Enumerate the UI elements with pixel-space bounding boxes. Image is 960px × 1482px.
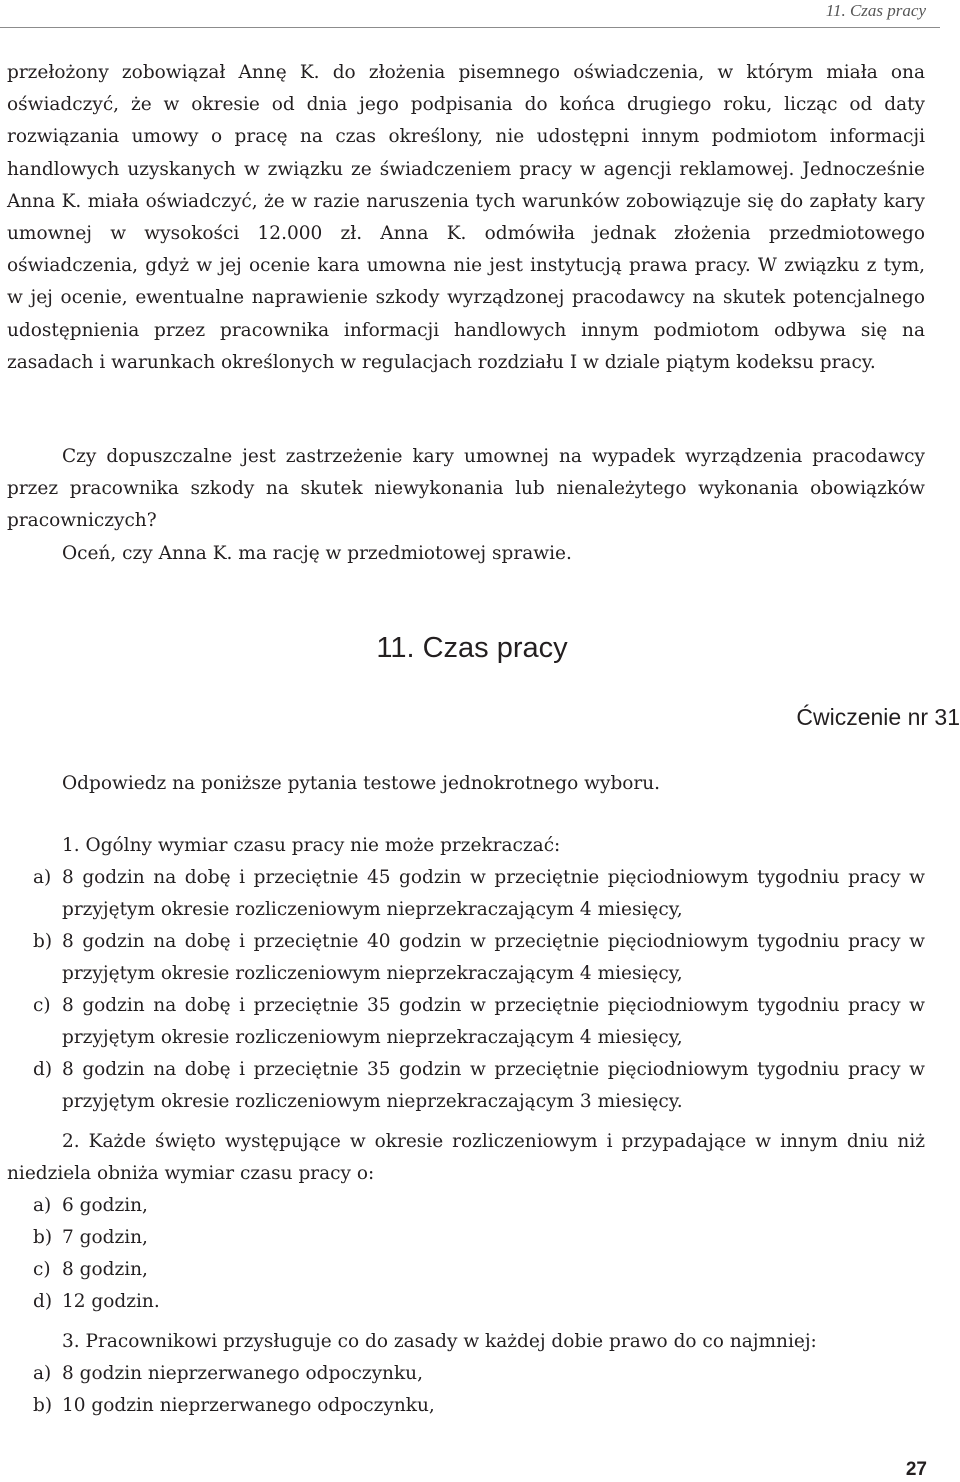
question-1-option-d bbox=[7, 1054, 925, 1118]
option-text: 8 godzin na dobę i przeciętnie 40 godzin w przeciętnie pięciodniowym tygodniu pracy w przyjętym okresie rozliczeniowym nieprzekraczającym 4 miesięcy, bbox=[62, 931, 925, 984]
case-description bbox=[7, 57, 925, 379]
question-1-stem: 1. Ogólny wymiar czasu pracy nie może przekraczać: bbox=[62, 835, 561, 856]
option-label: a) bbox=[33, 1195, 52, 1216]
case-questions bbox=[7, 441, 925, 570]
option-label: b) bbox=[33, 931, 53, 952]
option-label: b) bbox=[33, 1395, 53, 1416]
option-label: a) bbox=[33, 867, 52, 888]
option-text: 8 godzin, bbox=[62, 1259, 148, 1280]
option-label: d) bbox=[33, 1059, 53, 1080]
question-1-option-b bbox=[7, 926, 925, 990]
option-label: c) bbox=[33, 995, 51, 1016]
question-2-option-d bbox=[7, 1286, 925, 1318]
exercise-label: Ćwiczenie nr 31 bbox=[796, 704, 960, 730]
option-text: 8 godzin na dobę i przeciętnie 35 godzin w przeciętnie pięciodniowym tygodniu pracy w przyjętym okresie rozliczeniowym nieprzekraczającym 4 miesięcy, bbox=[62, 995, 925, 1048]
question-1-option-c bbox=[7, 990, 925, 1054]
option-text: 8 godzin na dobę i przeciętnie 35 godzin w przeciętnie pięciodniowym tygodniu pracy w przyjętym okresie rozliczeniowym nieprzekraczającym 3 miesięcy. bbox=[62, 1059, 925, 1112]
option-text: 10 godzin nieprzerwanego odpoczynku, bbox=[62, 1395, 435, 1416]
case-paragraph: przełożony zobowiązał Annę K. do złożenia pisemnego oświadczenia, w którym miała ona oświadczyć, że w okresie od dnia jego podpisania do końca drugiego roku, licząc od daty rozwiązania umowy o pracę na czas określony, nie udostępni innym podmiotom informacji handlowych uzyskanych w związku ze świadczeniem pracy w agencji reklamowej. Jednocześnie Anna K. miała oświadczyć, że w razie naruszenia tych warunków zobowiązuje się do zapłaty kary umownej w wysokości 12.000 zł. Anna K. odmówiła jednak złożenia przedmiotowego oświadczenia, gdyż w jej ocenie kara umowna nie jest instytucją prawa pracy. W związku z tym, w jej ocenie, ewentualne naprawienie szkody wyrządzonej pracodawcy na skutek potencjalnego udostępnienia przez pracownika informacji handlowych innym podmiotom odbywa się na zasadach i warunkach określonych w regulacjach rozdziału I w dziale piątym kodeksu pracy. bbox=[7, 62, 925, 373]
exercise-instruction: Odpowiedz na poniższe pytania testowe jednokrotnego wyboru. bbox=[62, 773, 661, 794]
question-2-option-b bbox=[7, 1222, 925, 1254]
header-rule bbox=[0, 27, 940, 28]
question-3-stem: 3. Pracownikowi przysługuje co do zasady w każdej dobie prawo do co najmniej: bbox=[62, 1331, 817, 1352]
page-number: 27 bbox=[905, 1459, 927, 1480]
question-gap bbox=[7, 1318, 925, 1326]
option-text: 8 godzin na dobę i przeciętnie 45 godzin w przeciętnie pięciodniowym tygodniu pracy w przyjętym okresie rozliczeniowym nieprzekraczającym 4 miesięcy, bbox=[62, 867, 925, 920]
question-2-option-a bbox=[7, 1190, 925, 1222]
question-2-stem: 2. Każde święto występujące w okresie rozliczeniowym i przypadające w innym dniu niż niedziela obniża wymiar czasu pracy o: bbox=[7, 1131, 925, 1184]
option-label: d) bbox=[33, 1291, 53, 1312]
option-label: a) bbox=[33, 1363, 52, 1384]
question-gap bbox=[7, 1118, 925, 1126]
option-text: 7 godzin, bbox=[62, 1227, 148, 1248]
option-label: c) bbox=[33, 1259, 51, 1280]
case-question-2: Oceń, czy Anna K. ma rację w przedmiotowej sprawie. bbox=[62, 542, 572, 564]
case-question-1: Czy dopuszczalne jest zastrzeżenie kary umownej na wypadek wyrządzenia pracodawcy przez pracownika szkody na skutek niewykonania lub nienależytego wykonania obowiązków pracowniczych? bbox=[7, 446, 925, 532]
question-1-option-a bbox=[7, 862, 925, 926]
option-label: b) bbox=[33, 1227, 53, 1248]
question-3-option-b bbox=[7, 1390, 925, 1422]
question-2-option-c bbox=[7, 1254, 925, 1286]
running-header: 11. Czas pracy bbox=[825, 1, 926, 20]
option-text: 6 godzin, bbox=[62, 1195, 148, 1216]
option-text: 12 godzin. bbox=[62, 1291, 160, 1312]
section-title: 11. Czas pracy bbox=[376, 632, 568, 664]
option-text: 8 godzin nieprzerwanego odpoczynku, bbox=[62, 1363, 423, 1384]
question-3-option-a bbox=[7, 1358, 925, 1390]
test-questions bbox=[7, 830, 925, 1422]
